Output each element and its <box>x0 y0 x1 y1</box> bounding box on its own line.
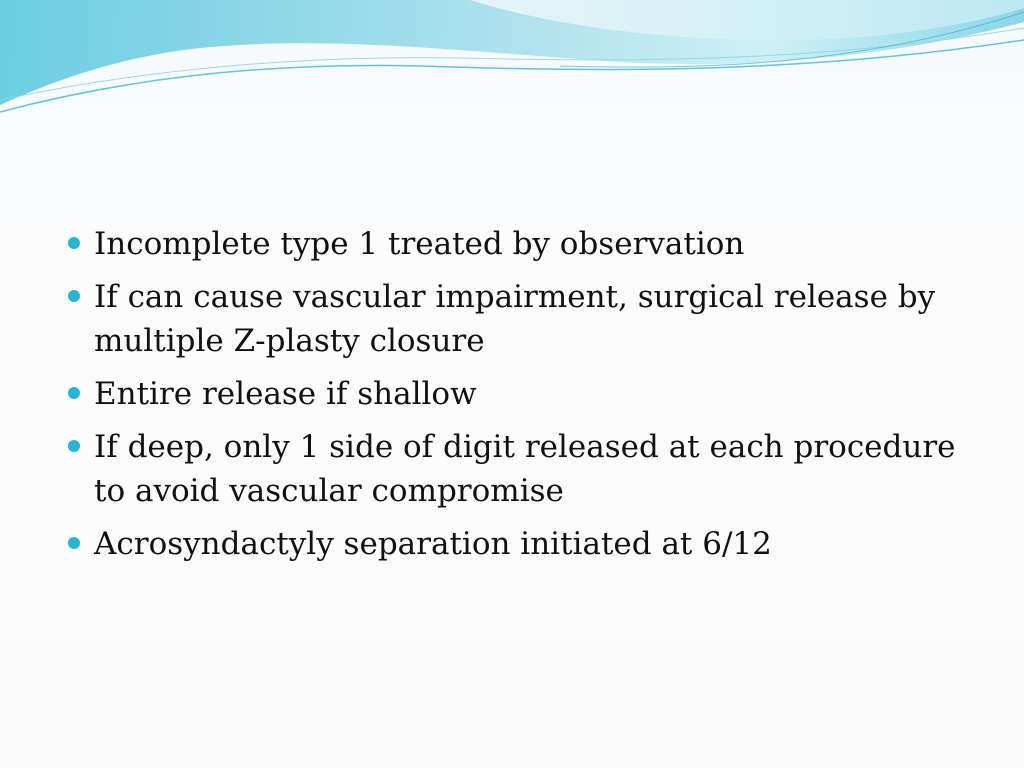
bullet-item <box>64 425 964 513</box>
bullet-dot-icon <box>68 237 80 249</box>
bullet-text: Entire release if shallow <box>94 376 477 412</box>
bullet-text: If can cause vascular impairment, surgical release by multiple Z-plasty closure <box>94 279 936 359</box>
bullet-dot-icon <box>68 290 80 302</box>
bullet-text: Incomplete type 1 treated by observation <box>94 226 745 262</box>
bullet-dot-icon <box>68 387 80 399</box>
bullet-item <box>64 222 964 266</box>
bullet-dot-icon <box>68 440 80 452</box>
bullet-item <box>64 275 964 363</box>
bullet-dot-icon <box>68 537 80 549</box>
bullet-text: If deep, only 1 side of digit released at each procedure to avoid vascular compromise <box>94 429 956 509</box>
bullet-text: Acrosyndactyly separation initiated at 6/12 <box>94 526 772 562</box>
bullet-item <box>64 522 964 566</box>
bullet-item <box>64 372 964 416</box>
content-area <box>64 222 964 575</box>
header-wave-decoration <box>0 0 1024 130</box>
bullet-list <box>64 222 964 566</box>
